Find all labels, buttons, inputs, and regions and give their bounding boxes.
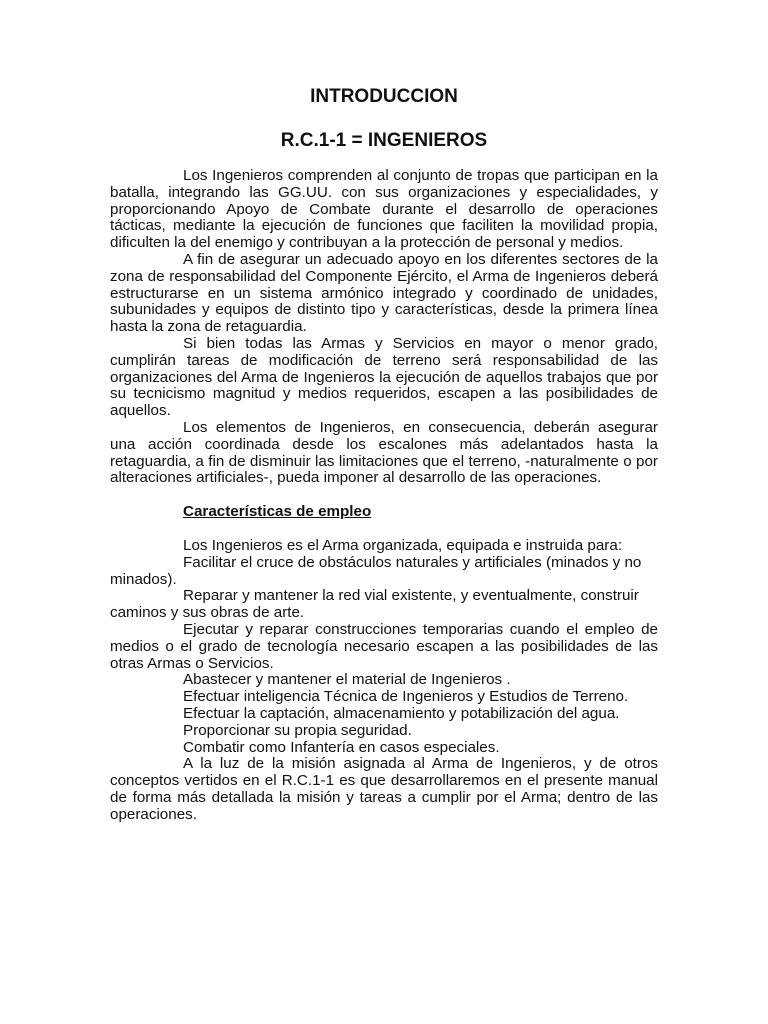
list-item: Ejecutar y reparar construcciones temporarias cuando el empleo de medios o el grado de tecnología necesario escapen a las posibilidades de las otras Armas o Servicios. (110, 620, 658, 672)
document-title: INTRODUCCION (310, 86, 458, 107)
list-item: Facilitar el cruce de obstáculos naturales y artificiales (minados y no minados). (110, 553, 642, 588)
list-item: Efectuar la captación, almacenamiento y potabilización del agua. (183, 704, 620, 722)
list-item: Proporcionar su propia seguridad. (183, 721, 412, 739)
intro-paragraph: Los elementos de Ingenieros, en consecuencia, deberán asegurar una acción coordinada desde los escalones más adelantados hasta la retaguardia, a fin de disminuir las limitaciones que el terreno, -naturalmente o por alteraciones artificiales-, pueda imponer al desarrollo de las operaciones. (110, 418, 658, 487)
section-intro: Los Ingenieros es el Arma organizada, equipada e instruida para: (183, 536, 623, 554)
section-heading: Características de empleo (183, 503, 372, 521)
list-item: Abastecer y mantener el material de Ingenieros . (183, 671, 511, 689)
list-item: Reparar y mantener la red vial existente, y eventualmente, construir caminos y sus obras de arte. (110, 587, 639, 622)
intro-paragraph: Si bien todas las Armas y Servicios en mayor o menor grado, cumplirán tareas de modificación de terreno será responsabilidad de las organizaciones del Arma de Ingenieros la ejecución de aquellos trabajos que por su tecnicismo magnitud y medios requeridos, escapen a las posibilidades de aquellos. (110, 334, 658, 420)
document-subtitle: R.C.1-1 = INGENIEROS (280, 130, 488, 151)
spacer (110, 487, 658, 504)
intro-paragraph: A fin de asegurar un adecuado apoyo en los diferentes sectores de la zona de responsabilidad del Componente Ejército, el Arma de Ingenieros deberá estructurarse en un sistema armónico integrado y coordinado de unidades, subunidades y equipos de distinto tipo y características, desde la primera línea hasta la zona de retaguardia. (110, 250, 658, 336)
spacer (110, 521, 658, 538)
list-item: Efectuar inteligencia Técnica de Ingenieros y Estudios de Terreno. (183, 688, 629, 706)
document-body (110, 168, 658, 823)
list-item: Combatir como Infantería en casos especiales. (183, 738, 500, 756)
closing-paragraph: A la luz de la misión asignada al Arma de Ingenieros, y de otros conceptos vertidos en el R.C.1-1 es que desarrollaremos en el presente manual de forma más detallada la misión y tareas a cumplir por el Arma; dentro de las operaciones. (110, 755, 658, 823)
intro-paragraph: Los Ingenieros comprenden al conjunto de tropas que participan en la batalla, integrando las GG.UU. con sus organizaciones y especialidades, y proporcionando Apoyo de Combate durante el desarrollo de operaciones tácticas, mediante la ejecución de funciones que faciliten la movilidad propia, dificulten la del enemigo y contribuyan a la protección de personal y medios. (110, 167, 658, 252)
